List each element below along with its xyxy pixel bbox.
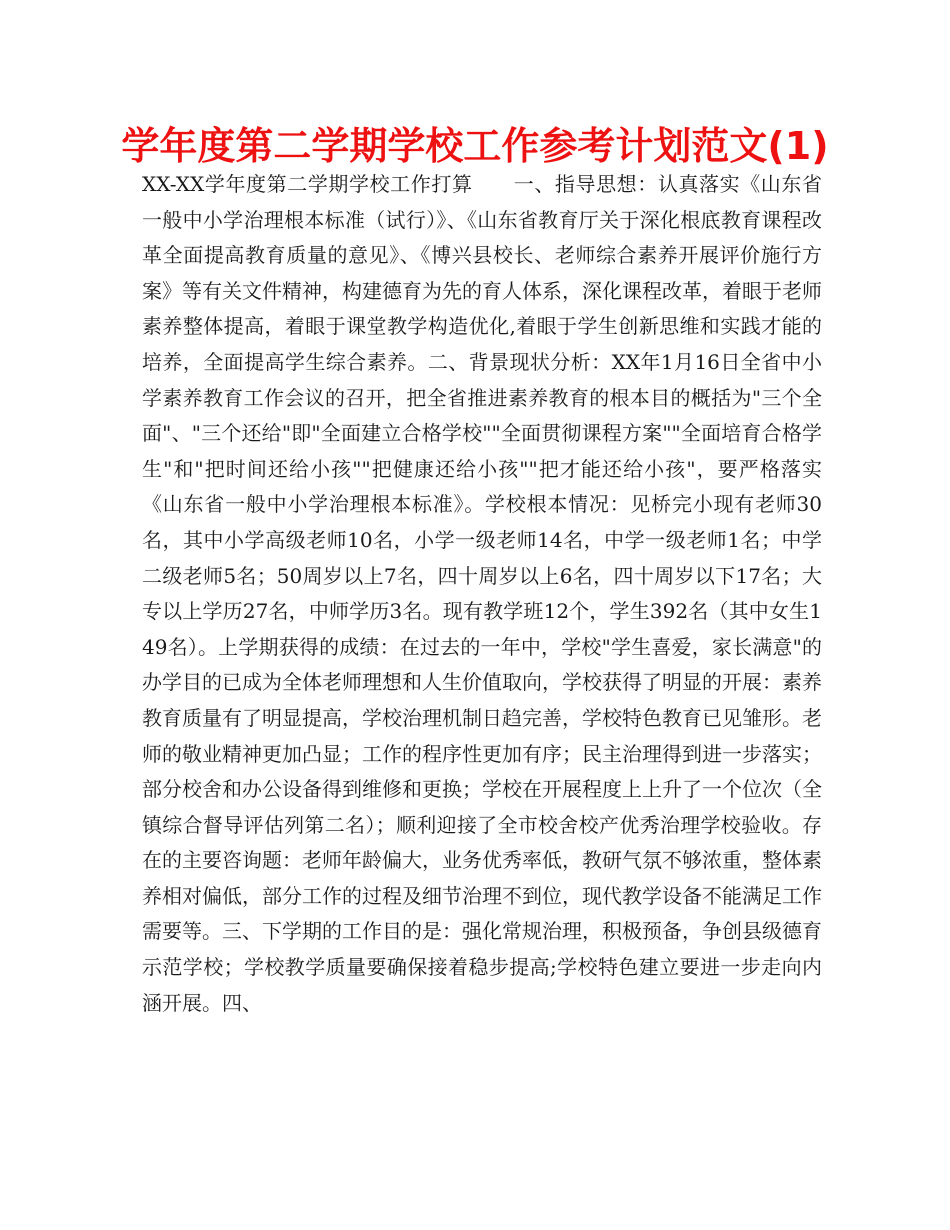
document-title: 学年度第二学期学校工作参考计划范文(1) xyxy=(121,124,829,168)
document-body-text: XX-XX学年度第二学期学校工作打算 一、指导思想：认真落实《山东省一般中小学治理根本标准（试行）》、《山东省教育厅关于深化根底教育课程改革全面提高教育质量的意见》、《博兴县校长、老师综合素养开展评价施行方案》等有关文件精神，构建德育为先的育人体系，深化课程改革，着眼于老师素养整体提高，着眼于课堂教学构造优化,着眼于学生创新思维和实践才能的培养，全面提高学生综合素养。二、背景现状分析：XX年1月16日全省中小学素养教育工作会议的召开，把全省推进素养教育的根本目的概括为"三个全面"、"三个还给"即"全面建立合格学校""全面贯彻课程方案""全面培育合格学生"和"把时间还给小孩""把健康还给小孩""把才能还给小孩"，要严格落实《山东省一般中小学治理根本标准》。学校根本情况：见桥完小现有老师30名，其中小学高级老师10名，小学一级老师14名，中学一级老师1名；中学二级老师5名；50周岁以上7名，四十周岁以上6名，四十周岁以下17名；大专以上学历27名，中师学历3名。现有教学班12个，学生392名（其中女生149名）。上学期获得的成绩：在过去的一年中，学校"学生喜爱，家长满意"的办学目的已成为全体老师理想和人生价值取向，学校获得了明显的开展：素养教育质量有了明显提高，学校治理机制日趋完善，学校特色教育已见雏形。老师的敬业精神更加凸显；工作的程序性更加有序；民主治理得到进一步落实；部分校舍和办公设备得到维修和更换；学校在开展程度上上升了一个位次（全镇综合督导评估列第二名）；顺利迎接了全市校舍校产优秀治理学校验收。存在的主要咨询题：老师年龄偏大，业务优秀率低，教研气氛不够浓重，整体素养相对偏低，部分工作的过程及细节治理不到位，现代教学设备不能满足工作需要等。三、下学期的工作目的是：强化常规治理，积极预备，争创县级德育示范学校；学校教学质量要确保接着稳步提高;学校特色建立要进一步走向内涵开展。四、 xyxy=(142,172,822,1015)
